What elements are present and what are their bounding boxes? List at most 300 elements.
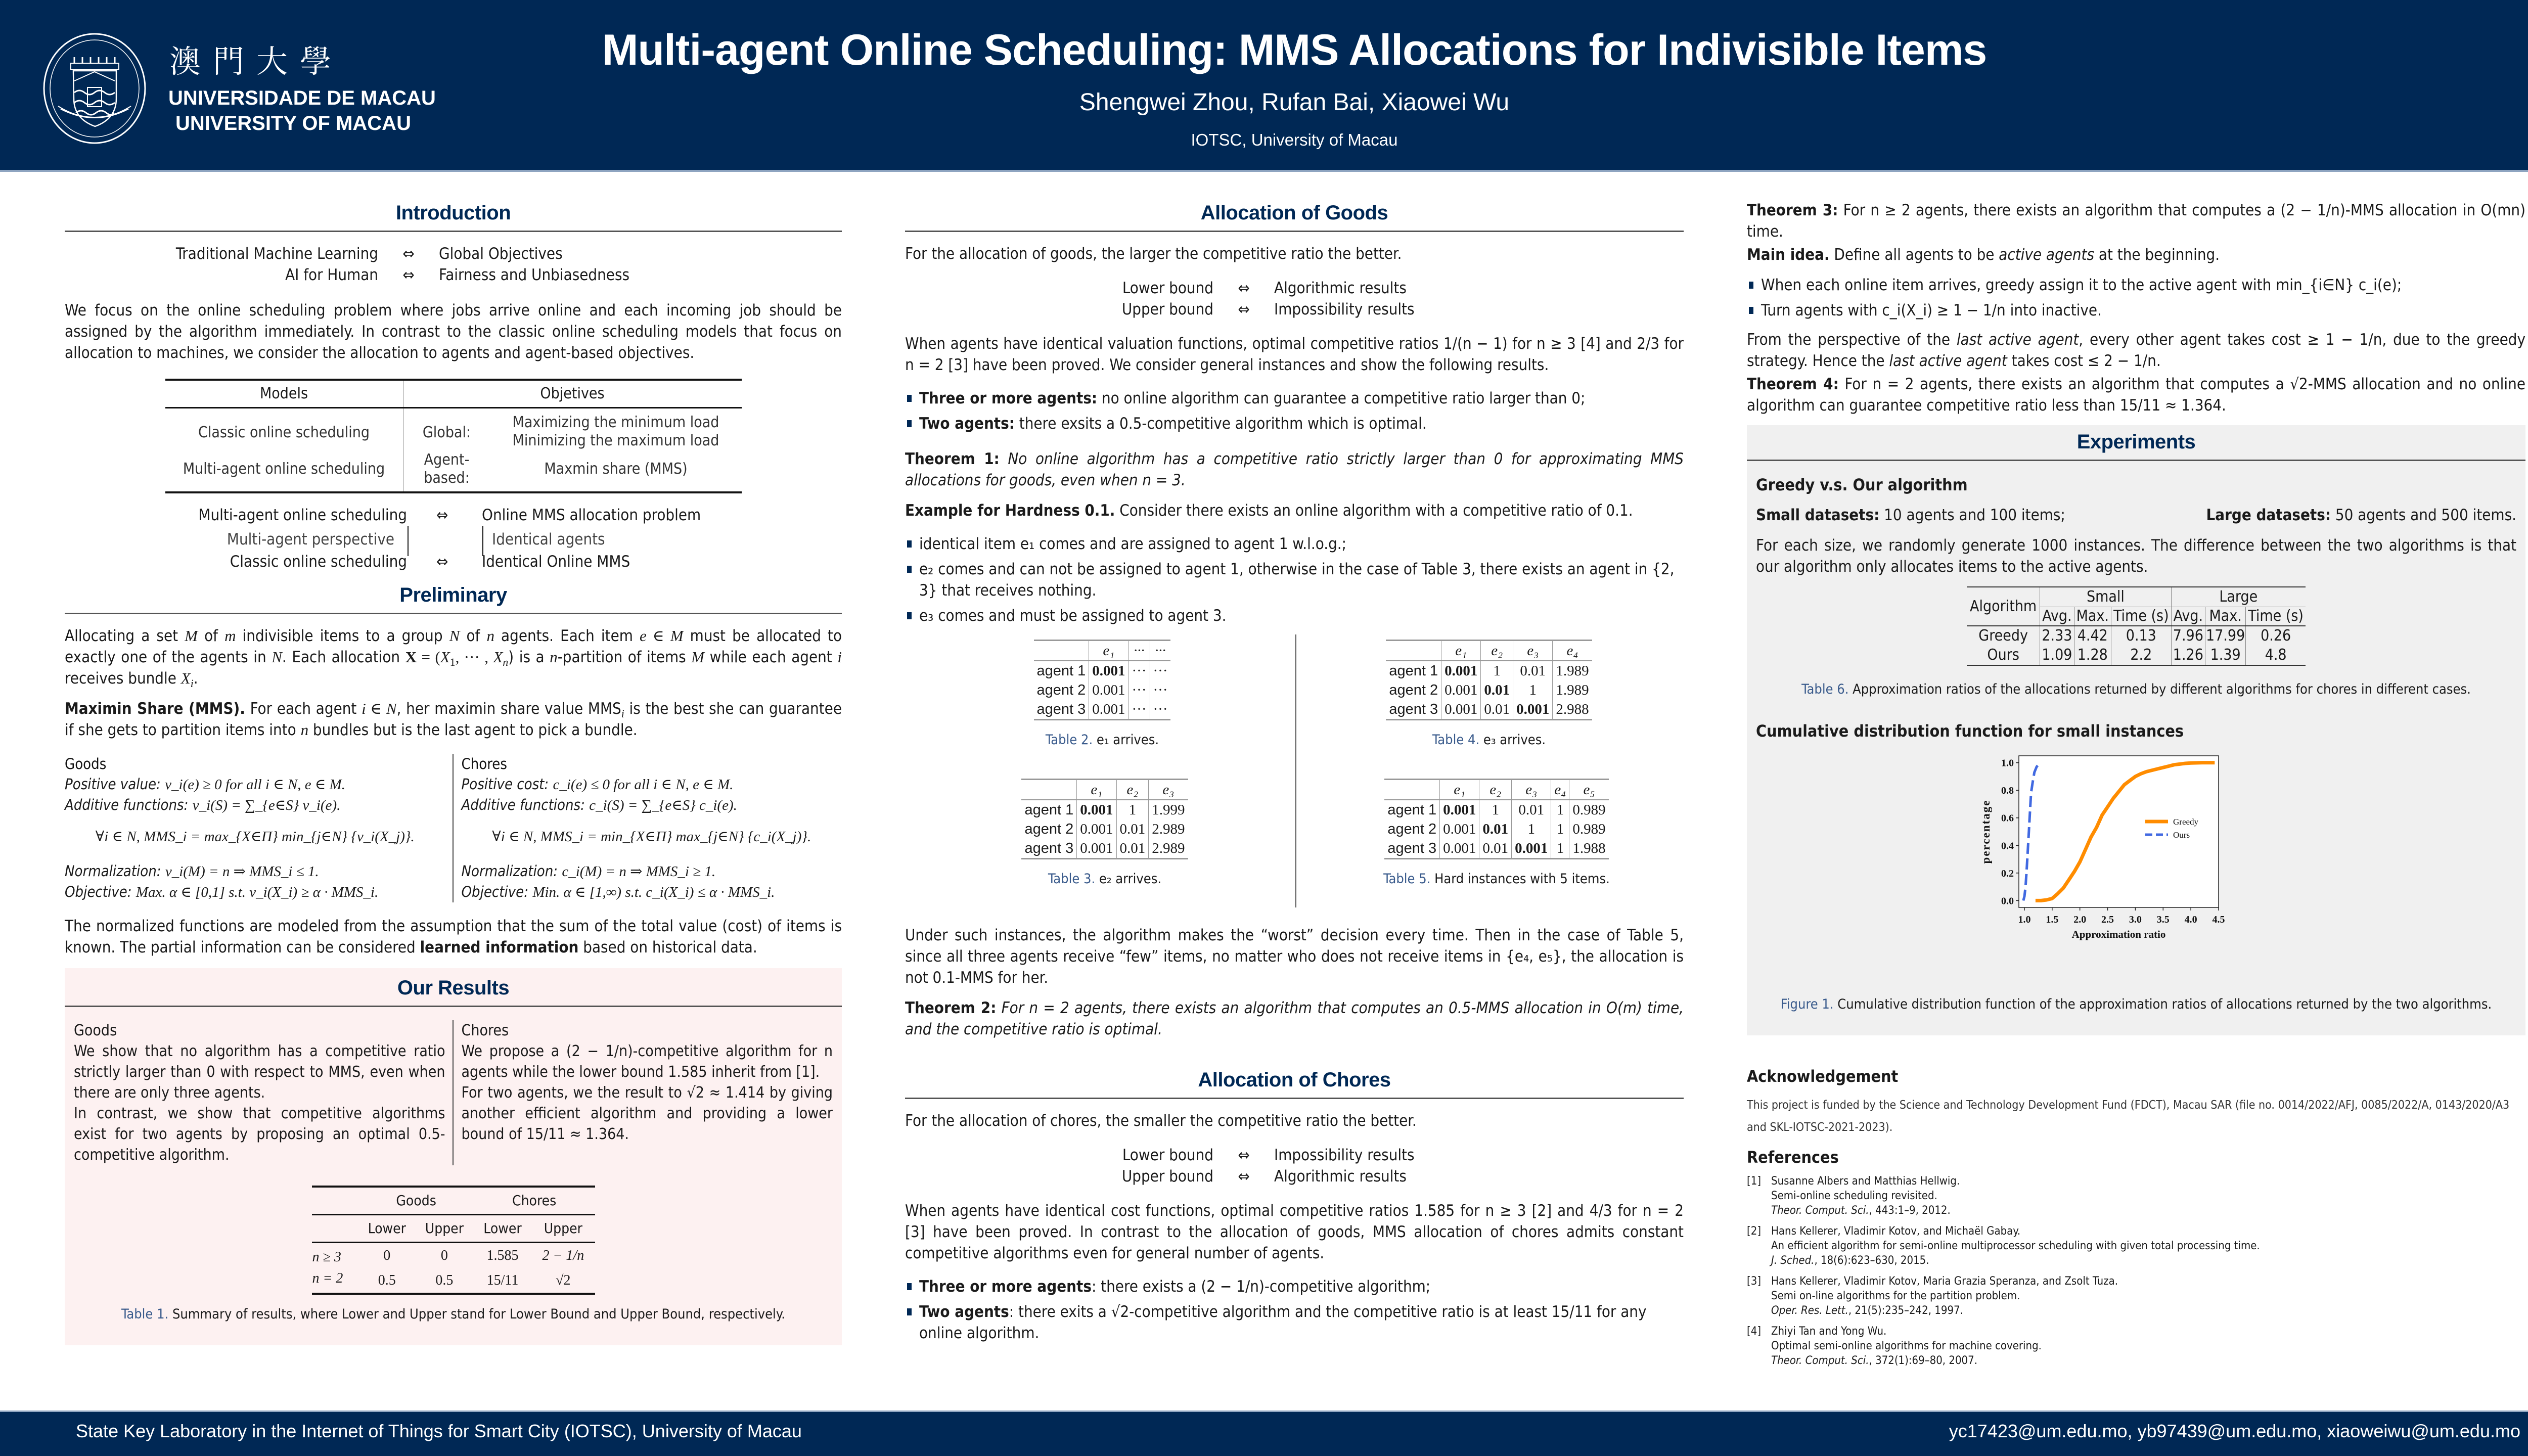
math: c_i(S) = ∑_{e∈S} c_i(e).	[589, 797, 737, 813]
column-header	[1384, 780, 1439, 800]
def-line	[462, 882, 842, 902]
math: 1	[449, 656, 456, 669]
cell: 0.01	[1116, 820, 1149, 839]
svg-text:UNIVERSIDADE DE MACAU: UNIVERSIDADE DE MACAU	[168, 87, 436, 109]
agent-label: agent 1	[1384, 800, 1439, 820]
table-row	[1386, 661, 1592, 680]
text: of	[197, 627, 225, 645]
reference-item	[1747, 1324, 2525, 1368]
intro-paragraph: We focus on the online scheduling problem where jobs arrive online and each incoming job should be assigned by the algorithm immediately. In contrast to the classic online scheduling models that focus on allocation to machines, we consider the allocation to agents and agent-based objectives.	[65, 301, 842, 362]
column-header: e₂	[1481, 641, 1513, 661]
text: must be allocated to exactly one of the agents in	[65, 627, 842, 666]
cdf-heading: Cumulative distribution function for small instances	[1756, 721, 2184, 741]
sub-header: Lower	[483, 1220, 522, 1237]
def-line	[462, 795, 842, 815]
def-label: Additive functions:	[461, 796, 585, 813]
cell: 0.01	[1481, 700, 1513, 720]
chores-definitions	[454, 754, 842, 902]
table-row	[1384, 800, 1608, 820]
section-title-chores: Allocation of Chores	[905, 1049, 1684, 1099]
math: Max. α ∈ [0,1] s.t. v_i(X_i) ≥ α · MMS_i.	[136, 884, 379, 900]
cell: 1	[1551, 820, 1569, 839]
reference-authors: Hans Kellerer, Vladimir Kotov, Maria Grazia Speranza, and Zsolt Tuza.	[1771, 1275, 2118, 1288]
cell: 0.5	[435, 1272, 454, 1288]
cell: 1	[1513, 680, 1553, 700]
cell: 1.988	[1572, 840, 1606, 856]
acknowledgement-heading: Acknowledgement	[1747, 1067, 1899, 1086]
section-title-our-results: Our Results	[65, 968, 842, 1007]
y-tick-label: 0.6	[2001, 812, 2014, 824]
reference-authors: Zhiyi Tan and Yong Wu.	[1771, 1325, 1887, 1338]
iff-arrow-icon: ⇔	[1238, 1167, 1250, 1186]
caption-text: Summary of results, where Lower and Upper stand for Lower Bound and Upper Bound, respectively.	[168, 1306, 786, 1322]
y-tick-label: 0.2	[2001, 868, 2014, 879]
cell: 0.001	[1440, 800, 1479, 820]
reference-authors: Susanne Albers and Matthias Hellwig.	[1771, 1175, 1960, 1188]
cell: 4.8	[2265, 646, 2287, 664]
bullet-item	[905, 413, 1684, 434]
math: n	[550, 648, 558, 666]
assoc-left: Lower bound	[1122, 1146, 1213, 1164]
example-text: Consider there exists an online algorithm with a competitive ratio of 0.1.	[1115, 502, 1633, 520]
group-header: Chores	[512, 1192, 557, 1209]
caption-label: Figure 1.	[1780, 996, 1834, 1012]
x-tick-label: 1.5	[2046, 914, 2059, 925]
poster-title: Multi-agent Online Scheduling: MMS Allocations for Indivisible Items	[602, 26, 1987, 74]
bullet-item	[905, 1276, 1684, 1297]
text: 50 agents and 500 items.	[2331, 506, 2516, 524]
def-line	[65, 861, 445, 882]
emphasis: last active agent	[1889, 352, 2007, 370]
column-header: e₃	[1512, 780, 1551, 800]
text: at the beginning.	[2094, 246, 2220, 264]
model-cell: Multi-agent online scheduling	[165, 450, 403, 492]
text: Define all agents to be	[1829, 246, 1999, 264]
cell: 1.28	[2074, 646, 2111, 665]
row-label: n = 2	[312, 1270, 343, 1286]
objectives-header: Objetives	[540, 385, 605, 402]
cell: 0.01	[1116, 839, 1149, 859]
column-header: ···	[1128, 641, 1150, 661]
reference-venue	[1771, 1353, 2525, 1368]
objective-line: Minimizing the maximum load	[512, 432, 719, 449]
reference-item	[1747, 1224, 2525, 1268]
caption-label: Table 1.	[121, 1306, 169, 1322]
math: i	[190, 677, 194, 690]
cell: 0.989	[1572, 821, 1606, 837]
objective-cell	[490, 408, 742, 451]
cell: 2.988	[1556, 701, 1589, 717]
hardness-table	[1386, 640, 1592, 720]
cell: 15/11	[486, 1272, 519, 1288]
iff-arrow-icon: ⇔	[402, 245, 415, 263]
preliminary-section	[65, 580, 842, 958]
assoc-right: Algorithmic results	[1274, 1167, 1407, 1186]
math: c_i(M) = n ⇒ MMS_i ≥ 1.	[562, 863, 716, 880]
math: X	[180, 669, 191, 687]
cell: 0.13	[2111, 626, 2171, 646]
venue-name: Theor. Comput. Sci.	[1771, 1204, 1869, 1217]
venue-details: , 443:1–9, 2012.	[1869, 1204, 1951, 1217]
hardness-bullets	[905, 533, 1684, 626]
algo-name: Ours	[1967, 646, 2040, 665]
assoc-right: Impossibility results	[1274, 300, 1415, 318]
section-title-experiments: Experiments	[1747, 425, 2525, 461]
caption-label: Table 6.	[1801, 681, 1849, 697]
example-label: Example for Hardness 0.1.	[905, 502, 1115, 520]
column-header: e₁	[1441, 641, 1481, 661]
footer-lab-name: State Key Laboratory in the Internet of Things for Smart City (IOTSC), University of Macau	[76, 1421, 802, 1441]
cell: ···	[1153, 682, 1168, 698]
cell: 0.001	[1441, 680, 1481, 700]
cell: 1	[1551, 800, 1569, 820]
caption-label: Table 5.	[1383, 871, 1431, 887]
iff-arrow-icon: ⇔	[1238, 1146, 1250, 1164]
venue-name: J. Sched.	[1771, 1254, 1815, 1267]
cell: 2.2	[2111, 646, 2171, 665]
assoc-right: Global Objectives	[439, 245, 563, 263]
poster-affiliation: IOTSC, University of Macau	[1191, 130, 1398, 149]
greedy-vs-ours-heading: Greedy v.s. Our algorithm	[1756, 475, 1968, 494]
cell: 2.989	[1152, 821, 1185, 837]
algo-header: Algorithm	[1967, 587, 2040, 626]
emphasis: active agents	[1999, 246, 2095, 264]
cell: 0.001	[1077, 800, 1116, 820]
references-list	[1747, 1174, 2525, 1368]
table-row	[312, 1243, 595, 1268]
y-axis-label: percentage	[1979, 799, 1992, 864]
cell: 1	[1481, 661, 1513, 680]
cell: 2.989	[1152, 840, 1185, 856]
math: n	[503, 656, 509, 669]
objective-kind-cell: Global:	[422, 424, 471, 441]
reference-item	[1747, 1274, 2525, 1318]
venue-details: , 18(6):623–630, 2015.	[1814, 1254, 1929, 1267]
reference-title: Semi on-line algorithms for the partition problem.	[1771, 1290, 2020, 1302]
assoc-left: AI for Human	[285, 266, 378, 284]
allocation-of-goods-section	[905, 187, 1684, 1040]
text: ) is a	[508, 648, 550, 666]
cell: ···	[1128, 700, 1150, 720]
iff-arrow-icon: ⇔	[436, 506, 448, 524]
cell: 0.001	[1513, 700, 1553, 720]
math: i	[837, 648, 842, 666]
reference-authors: Hans Kellerer, Vladimir Kotov, and Michaël Gabay.	[1771, 1225, 2021, 1238]
iff-arrow-icon: ⇔	[436, 553, 448, 571]
reference-title: An efficient algorithm for semi-online multiprocessor scheduling with given total processing time.	[1771, 1240, 2260, 1252]
theorem-text: For n ≥ 2 agents, there exists an algorithm that computes a (2 − 1/n)-MMS allocation in O(mn) time.	[1747, 201, 2525, 241]
reference-title: Semi-online scheduling revisited.	[1771, 1190, 1937, 1202]
reference-venue	[1771, 1303, 2525, 1318]
results-columns	[74, 1020, 833, 1165]
chores-head: Chores	[461, 755, 507, 772]
text: .	[193, 669, 198, 688]
assoc-left: Lower bound	[1122, 279, 1213, 297]
cell: 0.001	[1441, 661, 1481, 680]
cell: 0.001	[1440, 820, 1479, 839]
bullet-item: e₃ comes and must be assigned to agent 3.	[905, 605, 1684, 626]
table-row	[1384, 839, 1608, 859]
table-row	[1021, 820, 1188, 839]
x-tick-label: 2.0	[2073, 914, 2087, 925]
caption-text: e₁ arrives.	[1093, 732, 1159, 748]
cell: 4.42	[2074, 626, 2111, 646]
table-row	[1034, 661, 1171, 680]
venue-name: Oper. Res. Lett.	[1771, 1304, 1848, 1317]
def-label: Positive value:	[65, 776, 161, 793]
left-column	[65, 187, 842, 1345]
objective-kind-cell: Agent-based:	[424, 451, 470, 487]
caption-label: Table 3.	[1048, 871, 1096, 887]
bullet-item: e₂ comes and can not be assigned to agent 1, otherwise in the case of Table 3, there exists an agent in {2, 3} that receives nothing.	[905, 559, 1684, 601]
math: M	[691, 648, 705, 666]
references-section	[1747, 1147, 2525, 1368]
hardness-table	[1021, 779, 1188, 859]
results-chores	[454, 1020, 833, 1165]
iff-arrow-icon: ⇔	[402, 266, 415, 284]
agent-label: agent 2	[1386, 680, 1441, 700]
agent-label: agent 3	[1384, 839, 1439, 859]
cell: 0.01	[1481, 680, 1513, 700]
diagram-bottom-left: Classic online scheduling	[230, 553, 407, 571]
column-header: e₄	[1551, 780, 1569, 800]
text: , her maximin share value	[396, 700, 588, 718]
svg-text:UNIVERSITY OF MACAU: UNIVERSITY OF MACAU	[175, 112, 411, 134]
emphasis: last active agent	[1956, 331, 2079, 349]
text: indivisible items to a group	[236, 627, 449, 645]
legend-label: Ours	[2173, 830, 2190, 840]
caption-label: Table 2.	[1045, 732, 1093, 748]
cdf-chart	[1756, 751, 2514, 973]
text: The normalized functions are modeled from the assumption that the sum of the total value (cost) of items is known. The partial information can be considered	[65, 917, 842, 957]
theorem-label: Theorem 3:	[1747, 201, 1838, 219]
poster-footer	[0, 1410, 2528, 1456]
bullet-text: : there exists a (2 − 1/n)-competitive algorithm;	[1091, 1278, 1431, 1296]
math: , ··· ,	[455, 648, 493, 666]
cell: 2.33	[2040, 626, 2074, 646]
cell: 0.01	[1513, 661, 1553, 680]
bullet-bold: Two agents	[919, 1303, 1009, 1321]
models-header: Models	[165, 380, 403, 408]
math: i	[621, 708, 624, 720]
cell: 0.989	[1572, 802, 1606, 818]
intro-associations	[130, 243, 687, 286]
normalization-paragraph	[65, 916, 842, 958]
sub-header: Time (s)	[2248, 607, 2304, 625]
hardness-tables	[905, 634, 1684, 918]
column-header: e₃	[1162, 782, 1175, 798]
cell: 1.39	[2205, 646, 2246, 665]
def-line	[65, 882, 445, 902]
math: c_i(e) ≤ 0 for all i ∈ N, e ∈ M.	[553, 777, 734, 793]
def-label: Normalization:	[461, 862, 558, 880]
cell: √2	[556, 1272, 571, 1288]
reference-number: [2]	[1747, 1225, 1762, 1238]
cell: 0.01	[1479, 820, 1512, 839]
def-line	[462, 774, 842, 795]
theorem-text: For n = 2 agents, there exists an algorithm that computes a √2-MMS allocation and no online algorithm can guarantee competitive ratio less than 15/11 ≈ 1.364.	[1747, 375, 2525, 415]
diagram-mid-right: Identical agents	[492, 530, 605, 549]
learned-information: learned information	[420, 938, 579, 957]
cell: 0.001	[1441, 700, 1481, 720]
caption-label: Table 4.	[1432, 732, 1480, 748]
sub-header: Lower	[368, 1220, 406, 1237]
bullet-item	[905, 388, 1684, 409]
cell: 1.585	[486, 1247, 519, 1263]
column-header: ···	[1155, 643, 1166, 659]
tables-divider	[1295, 634, 1296, 907]
reference-number: [1]	[1747, 1175, 1762, 1188]
bullet-item: Turn agents with c_i(X_i) ≥ 1 − 1/n into inactive.	[1747, 300, 2525, 321]
cell: 1	[1551, 839, 1569, 859]
legend-label: Greedy	[2173, 817, 2199, 827]
math: n	[486, 627, 494, 645]
goods-head: Goods	[65, 755, 107, 772]
text: of	[460, 627, 487, 645]
math: e ∈ M	[640, 627, 684, 645]
chores-bullets	[905, 1276, 1684, 1344]
table-row	[1386, 700, 1592, 720]
middle-column	[905, 187, 1684, 1352]
models-table	[165, 379, 742, 493]
cell: 0.001	[1089, 680, 1128, 700]
footer-emails: yc17423@um.edu.mo, yb97439@um.edu.mo, xiaoweiwu@um.edu.mo	[1949, 1421, 2520, 1441]
goods-chores-definitions	[65, 754, 842, 902]
def-line	[65, 795, 445, 815]
cell: 1	[1479, 800, 1512, 820]
cell: 1	[1116, 800, 1149, 820]
cell: 0.001	[1089, 700, 1128, 720]
cell: 0	[440, 1247, 448, 1263]
theorem-4	[1747, 374, 2525, 416]
math: Min. α ∈ [1,∞) s.t. c_i(X_i) ≤ α · MMS_i.	[532, 884, 775, 900]
theorem-text: No online algorithm has a competitive ratio strictly larger than 0 for approximating MMS allocations for goods, even when n = 3.	[905, 450, 1684, 489]
text: while each agent	[704, 648, 838, 666]
reference-number: [4]	[1747, 1325, 1762, 1338]
cell: 0	[383, 1247, 391, 1263]
text: agents. Each item	[494, 627, 640, 645]
text: Allocating a set	[65, 627, 185, 645]
assoc-right: Fairness and Unbiasedness	[439, 266, 630, 284]
sub-header: Avg.	[2040, 607, 2074, 626]
def-line	[462, 861, 842, 882]
x-tick-label: 4.0	[2184, 914, 2197, 925]
cell: 2 − 1/n	[542, 1247, 584, 1263]
results-chores-p1: We propose a (2 − 1/n)-competitive algorithm for n agents while the lower bound 1.585 inherit from [1].	[461, 1042, 833, 1081]
reference-title: Optimal semi-online algorithms for machine covering.	[1771, 1340, 2042, 1352]
summary-table	[312, 1186, 595, 1295]
goods-definitions	[65, 754, 454, 902]
math: N	[272, 648, 282, 666]
math: X	[440, 648, 450, 666]
text: is the best she can guarantee if she gets to partition items into	[65, 700, 842, 739]
assoc-right: Impossibility results	[1274, 1146, 1415, 1164]
math: X	[493, 648, 503, 666]
agent-label: agent 2	[1384, 820, 1439, 839]
mms-label: Maximin Share (MMS).	[65, 700, 245, 718]
table-caption	[1352, 730, 1626, 751]
def-label: Additive functions:	[65, 796, 189, 813]
cell: 0.001	[1089, 661, 1128, 680]
results-chores-p2: For two agents, we the result to √2 ≈ 1.414 by giving another efficient algorithm and providing a lower bound of 15/11 ≈ 1.364.	[461, 1084, 833, 1143]
main-idea-bullets	[1747, 275, 2525, 321]
column-header	[1021, 780, 1076, 800]
column-header: e₁	[1440, 780, 1479, 800]
poster-header	[0, 0, 2528, 172]
bullet-item	[905, 1301, 1684, 1344]
goods-bullets	[905, 388, 1684, 434]
venue-details: , 21(5):235–242, 1997.	[1848, 1304, 1963, 1317]
cell: 1.09	[2040, 646, 2074, 665]
table-6-caption	[1756, 679, 2516, 700]
acknowledgement-text: This project is funded by the Science and Technology Development Fund (FDCT), Macau SAR (file no. 0014/2022/AFJ, 0085/2022/A, 0143/2020/A3 and SKL-IOTSC-2021-2023).	[1747, 1099, 2510, 1134]
objective-cell: Maxmin share (MMS)	[544, 460, 688, 478]
agent-label: agent 3	[1034, 700, 1089, 720]
table-4	[1352, 640, 1626, 751]
diagram-top-left: Multi-agent online scheduling	[198, 506, 407, 524]
bullet-item: When each online item arrives, greedy assign it to the active agent with min_{i∈N} c_i(e);	[1747, 275, 2525, 296]
section-title-goods: Allocation of Goods	[905, 187, 1684, 232]
chores-para: When agents have identical cost functions, optimal competitive ratios 1.585 for n ≥ 3 [2] and 4/3 for n = 2 [3] have been proved. In contrast to the allocation of goods, MMS allocation of chores admits constant competitive algorithms even for general number of agents.	[905, 1202, 1684, 1262]
our-results-section	[65, 968, 842, 1345]
cell: ···	[1128, 661, 1150, 680]
column-header: e₂	[1479, 780, 1512, 800]
footer-divider	[0, 1410, 2528, 1412]
column-header: e₂	[1116, 780, 1149, 800]
agent-label: agent 1	[1386, 661, 1441, 680]
table-row	[1021, 800, 1188, 820]
table-row	[1386, 680, 1592, 700]
right-column	[1747, 200, 2525, 1374]
table-caption	[1004, 730, 1201, 751]
mms-formula: ∀i ∈ N, MMS_i = max_{X∈Π} min_{j∈N} {v_i(X_j)}.	[95, 829, 415, 845]
large-datasets	[2206, 505, 2516, 526]
group-header: Large	[2171, 587, 2306, 607]
cell: ···	[1153, 663, 1168, 679]
cell: 0.5	[378, 1272, 396, 1288]
results-goods-head: Goods	[74, 1022, 117, 1039]
cell: 0.001	[1440, 839, 1479, 859]
math: v_i(S) = ∑_{e∈S} v_i(e).	[192, 797, 341, 813]
goods-associations	[991, 278, 1497, 320]
y-tick-label: 1.0	[2001, 757, 2014, 769]
theorem-label: Theorem 2:	[905, 999, 997, 1017]
blank-cell	[312, 1215, 359, 1243]
caption-text: e₂ arrives.	[1095, 871, 1162, 887]
caption-text: Approximation ratios of the allocations returned by different algorithms for chores in different cases.	[1848, 681, 2471, 697]
cell: 1.989	[1556, 663, 1589, 679]
reference-venue	[1771, 1203, 2525, 1218]
def-line	[65, 774, 445, 795]
text: From the perspective of the	[1747, 331, 1957, 349]
mms-formula: ∀i ∈ N, MMS_i = min_{X∈Π} max_{j∈N} {c_i(X_j)}.	[492, 829, 811, 845]
cell: 7.96	[2171, 626, 2205, 646]
model-cell: Classic online scheduling	[165, 408, 403, 451]
prelim-paragraph	[65, 625, 842, 689]
def-label: Normalization:	[65, 862, 161, 880]
table-row	[1384, 820, 1608, 839]
sub-header: Avg.	[2171, 607, 2205, 626]
math: X	[405, 648, 417, 666]
theorem-label: Theorem 4:	[1747, 375, 1839, 393]
y-tick-label: 0.4	[2001, 840, 2014, 852]
cell: 0.001	[1077, 820, 1116, 839]
blank-cell	[312, 1187, 359, 1215]
allocation-of-chores-section	[905, 1049, 1684, 1344]
model-diagram	[65, 505, 842, 580]
reference-number: [3]	[1747, 1275, 1762, 1288]
results-goods-p1: We show that no algorithm has a competitive ratio strictly larger than 0 with respect to MMS, even when there are only three agents.	[74, 1042, 445, 1102]
